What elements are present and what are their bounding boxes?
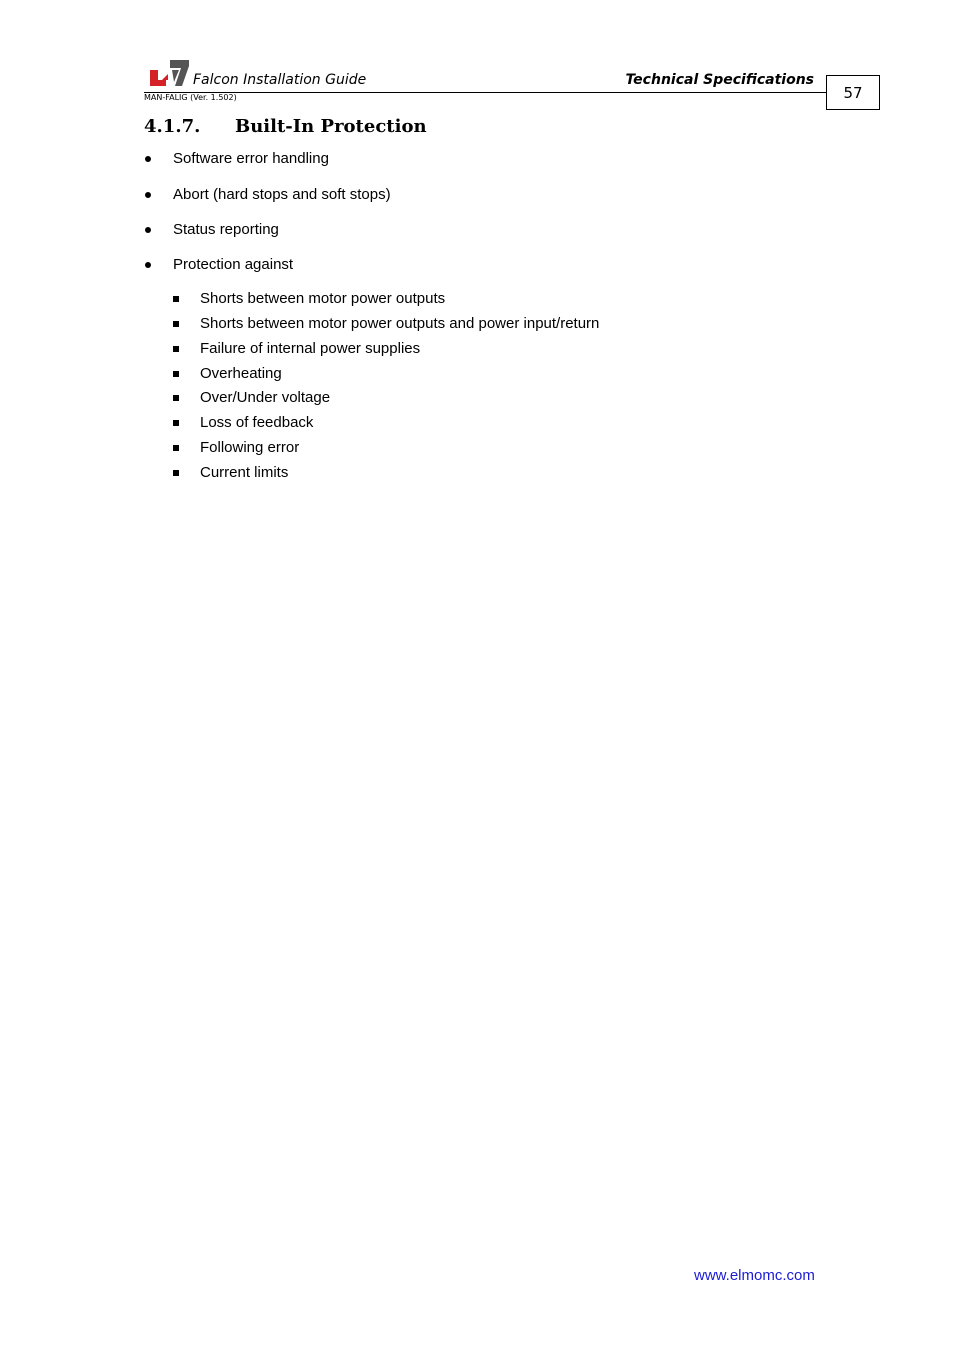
square-bullet-icon [173, 445, 179, 451]
bullet-icon [145, 192, 151, 198]
square-bullet-icon [173, 346, 179, 352]
list-item-text: Status reporting [173, 221, 279, 238]
square-bullet-icon [173, 470, 179, 476]
sub-list-item-text: Failure of internal power supplies [200, 340, 421, 357]
bullet-icon [145, 227, 151, 233]
header-divider [144, 92, 826, 93]
sub-list-item-text: Shorts between motor power outputs [200, 290, 446, 307]
section-number: 4.1.7. [144, 116, 201, 137]
square-bullet-icon [173, 371, 179, 377]
sub-list-item-text: Overheating [200, 365, 282, 382]
list-item-text: Abort (hard stops and soft stops) [173, 186, 391, 203]
sub-list-item-text: Shorts between motor power outputs and power input/return [200, 315, 600, 332]
square-bullet-icon [173, 395, 179, 401]
section-title: Built-In Protection [235, 116, 427, 137]
square-bullet-icon [173, 296, 179, 302]
bullet-icon [145, 262, 151, 268]
website-link[interactable]: www.elmomc.com [694, 1267, 815, 1284]
page-number [826, 75, 880, 110]
list-item-text: Protection against [173, 256, 294, 273]
page-number-text: 57 [843, 83, 863, 102]
section-heading [144, 116, 427, 137]
sub-list-item-text: Current limits [200, 464, 289, 481]
bullet-icon [145, 156, 151, 162]
sub-list-item-text: Loss of feedback [200, 414, 314, 431]
sub-list-item-text: Following error [200, 439, 300, 456]
sub-list-item-text: Over/Under voltage [200, 389, 331, 406]
list-item-text: Software error handling [173, 150, 329, 167]
guide-title: Falcon Installation Guide [193, 72, 367, 88]
square-bullet-icon [173, 321, 179, 327]
square-bullet-icon [173, 420, 179, 426]
header-section-name: Technical Specifications [625, 72, 814, 88]
document-code: MAN-FALIG (Ver. 1.502) [144, 93, 237, 102]
elmo-logo [148, 58, 190, 88]
